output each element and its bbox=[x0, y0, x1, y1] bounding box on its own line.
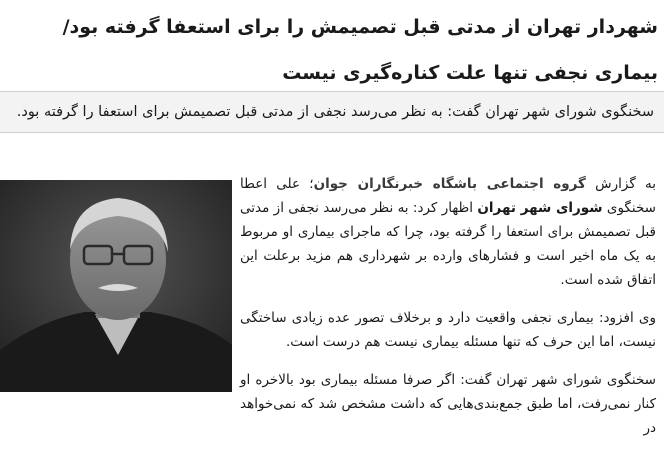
paragraph-1-rest: اظهار کرد: به نظر می‌رسد نجفی از مدتی قبل تصمیمش برای استعفا را گرفته بود، چرا که ماجرای بیماری او مربوط به یک ماه اخیر است و فشارهای وارده بر شهرداری هم مزید برعلت این اتفاق شده است. bbox=[240, 200, 656, 288]
paragraph-2: وی افزود: بیماری نجفی واقعیت دارد و برخلاف تصور عده زیادی ساختگی نیست، اما این حرف که تنها مسئله بیماری نیست هم درست است. bbox=[240, 310, 656, 350]
city-council-keyword: شورای شهر تهران bbox=[477, 200, 603, 216]
article-body bbox=[240, 172, 656, 454]
paragraph-1 bbox=[240, 172, 656, 292]
article-photo bbox=[0, 180, 232, 392]
article-headline: شهردار تهران از مدتی قبل تصمیمش را برای استعفا گرفته بود/ بیماری نجفی تنها علت کناره‌گیری نیست bbox=[62, 16, 658, 84]
source-link[interactable]: گروه اجتماعی باشگاه خبرنگاران جوان bbox=[313, 176, 586, 192]
article-lead bbox=[0, 91, 664, 133]
report-prefix: به گزارش bbox=[585, 176, 656, 192]
lead-text: سخنگوی شورای شهر تهران گفت: به نظر می‌رسد نجفی از مدتی قبل تصمیمش برای استعفا را گرفته بود. bbox=[16, 104, 654, 120]
speaker-intro: ؛ علی اعطا سخنگوی bbox=[240, 176, 656, 216]
portrait-image bbox=[0, 180, 232, 392]
paragraph-3: سخنگوی شورای شهر تهران گفت: اگر صرفا مسئله بیماری بود بالاخره او کنار نمی‌رفت، اما طبق جمع‌بندی‌هایی که داشت مشخص شد که نمی‌خواهد در bbox=[240, 372, 656, 436]
